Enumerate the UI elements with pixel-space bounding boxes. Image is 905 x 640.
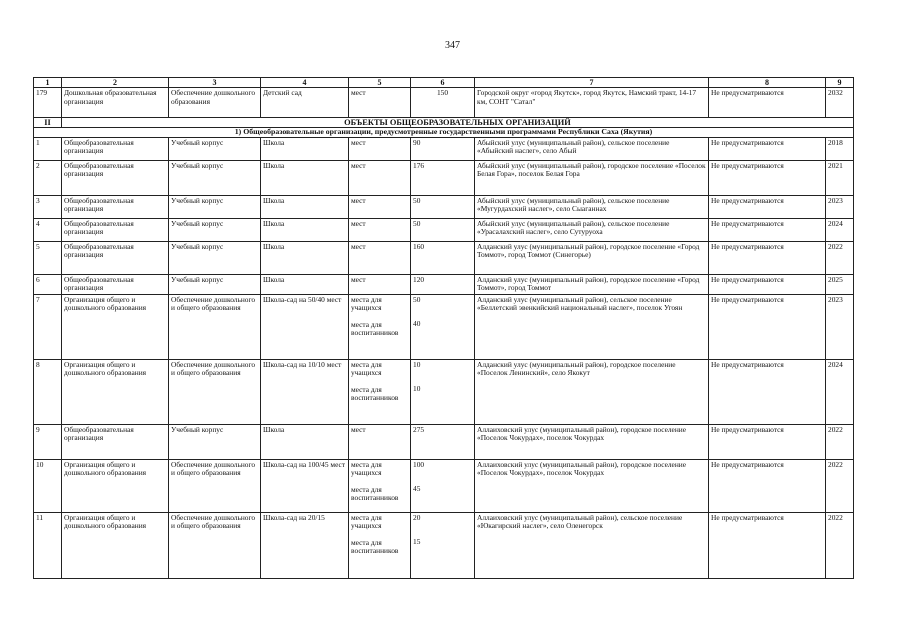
object-name: Школа bbox=[261, 241, 349, 274]
capacity-value-primary: 10 bbox=[413, 359, 421, 369]
capacity-unit: мест bbox=[349, 160, 411, 195]
capacity-unit-primary: места для учащихся bbox=[351, 512, 382, 531]
object-location: Алданский улус (муниципальный район), сельское поселение «Беллетский эвенкийский национальный наслег», поселок Угоян bbox=[475, 294, 709, 359]
object-location: Алданский улус (муниципальный район), городское поселение «Город Томмот», город Томмот bbox=[475, 274, 709, 294]
header-cell: 1 bbox=[34, 78, 62, 88]
object-location: Городской округ «город Якутск», город Якутск, Намский тракт, 14-17 км, СОНТ "Сатал" bbox=[475, 88, 709, 118]
target-year: 2021 bbox=[826, 160, 854, 195]
object-purpose: Учебный корпус bbox=[169, 218, 261, 241]
row-number: 10 bbox=[34, 459, 62, 512]
row-number: 11 bbox=[34, 512, 62, 578]
object-purpose: Обеспечение дошкольного и общего образования bbox=[169, 512, 261, 578]
capacity-value: 50 bbox=[411, 218, 475, 241]
target-year: 2023 bbox=[826, 294, 854, 359]
object-type: Дошкольная образовательная организация bbox=[62, 88, 169, 118]
capacity-unit: мест bbox=[349, 241, 411, 274]
object-name: Школа bbox=[261, 160, 349, 195]
table-row bbox=[34, 137, 854, 160]
section-title: ОБЪЕКТЫ ОБЩЕОБРАЗОВАТЕЛЬНЫХ ОРГАНИЗАЦИЙ bbox=[62, 118, 854, 128]
section-number: II bbox=[34, 118, 62, 128]
capacity-unit-secondary: места для воспитанников bbox=[351, 484, 399, 503]
table-row bbox=[34, 218, 854, 241]
object-location: Абыйский улус (муниципальный район), сельское поселение «Урасалахский наслег», село Сутуруоха bbox=[475, 218, 709, 241]
object-location: Абыйский улус (муниципальный район), сельское поселение «Абыйский наслег», село Абый bbox=[475, 137, 709, 160]
capacity-value-secondary: 10 bbox=[413, 384, 421, 394]
object-purpose: Учебный корпус bbox=[169, 274, 261, 294]
target-year: 2024 bbox=[826, 218, 854, 241]
header-cell: 7 bbox=[475, 78, 709, 88]
capacity-unit: мест bbox=[349, 88, 411, 118]
capacity-unit: мест bbox=[349, 195, 411, 218]
capacity-unit: мест bbox=[349, 137, 411, 160]
table-row bbox=[34, 274, 854, 294]
table-row bbox=[34, 294, 854, 359]
capacity-value: 275 bbox=[411, 424, 475, 459]
object-type: Организация общего и дошкольного образования bbox=[62, 459, 169, 512]
zone-type: Не предусматриваются bbox=[709, 459, 826, 512]
object-name: Школа-сад на 10/10 мест bbox=[261, 359, 349, 424]
object-name: Школа bbox=[261, 137, 349, 160]
object-name: Школа-сад на 100/45 мест bbox=[261, 459, 349, 512]
row-number: 2 bbox=[34, 160, 62, 195]
row-number: 9 bbox=[34, 424, 62, 459]
capacity-value-secondary: 45 bbox=[413, 484, 421, 494]
table-row bbox=[34, 160, 854, 195]
table-row bbox=[34, 424, 854, 459]
capacity-value-primary: 20 bbox=[413, 512, 421, 522]
object-purpose: Учебный корпус bbox=[169, 241, 261, 274]
capacity-value-secondary: 15 bbox=[413, 537, 421, 547]
object-location: Абыйский улус (муниципальный район), сельское поселение «Мугурдахский наслег», село Сыаганнах bbox=[475, 195, 709, 218]
object-purpose: Учебный корпус bbox=[169, 160, 261, 195]
zone-type: Не предусматриваются bbox=[709, 137, 826, 160]
header-cell: 2 bbox=[62, 78, 169, 88]
objects-table bbox=[33, 77, 854, 579]
capacity-value: 120 bbox=[411, 274, 475, 294]
capacity-value: 160 bbox=[411, 241, 475, 274]
object-location: Алданский улус (муниципальный район), городское поселение «Город Томмот», город Томмот (Синегорье) bbox=[475, 241, 709, 274]
table-row bbox=[34, 241, 854, 274]
zone-type: Не предусматриваются bbox=[709, 512, 826, 578]
object-type: Организация общего и дошкольного образования bbox=[62, 294, 169, 359]
table-row bbox=[34, 195, 854, 218]
header-cell: 6 bbox=[411, 78, 475, 88]
object-type: Общеобразовательная организация bbox=[62, 218, 169, 241]
object-name: Школа bbox=[261, 195, 349, 218]
object-name: Школа-сад на 20/15 bbox=[261, 512, 349, 578]
object-purpose: Обеспечение дошкольного образования bbox=[169, 88, 261, 118]
object-purpose: Учебный корпус bbox=[169, 424, 261, 459]
object-type: Общеобразовательная организация bbox=[62, 241, 169, 274]
row-number: 3 bbox=[34, 195, 62, 218]
object-type: Общеобразовательная организация bbox=[62, 424, 169, 459]
target-year: 2022 bbox=[826, 424, 854, 459]
object-name: Школа-сад на 50/40 мест bbox=[261, 294, 349, 359]
object-location: Аллаиховский улус (муниципальный район), городское поселение «Поселок Чокурдах», поселок Чокурдах bbox=[475, 459, 709, 512]
object-purpose: Обеспечение дошкольного и общего образования bbox=[169, 294, 261, 359]
row-number: 7 bbox=[34, 294, 62, 359]
object-location: Аллаиховский улус (муниципальный район), городское поселение «Поселок Чокурдах», поселок Чокурдах bbox=[475, 424, 709, 459]
target-year: 2022 bbox=[826, 459, 854, 512]
capacity-unit bbox=[349, 512, 411, 578]
object-purpose: Учебный корпус bbox=[169, 195, 261, 218]
target-year: 2018 bbox=[826, 137, 854, 160]
object-type: Организация общего и дошкольного образования bbox=[62, 512, 169, 578]
zone-type: Не предусматриваются bbox=[709, 241, 826, 274]
object-name: Детский сад bbox=[261, 88, 349, 118]
object-purpose: Учебный корпус bbox=[169, 137, 261, 160]
capacity-unit-secondary: места для воспитанников bbox=[351, 319, 399, 338]
zone-type: Не предусматриваются bbox=[709, 88, 826, 118]
capacity-value: 176 bbox=[411, 160, 475, 195]
row-number: 179 bbox=[34, 88, 62, 118]
section-header bbox=[34, 118, 854, 128]
zone-type: Не предусматриваются bbox=[709, 195, 826, 218]
zone-type: Не предусматриваются bbox=[709, 424, 826, 459]
table-row bbox=[34, 459, 854, 512]
subsection-title: 1) Общеобразовательные организации, предусмотренные государственными программами Республики Саха (Якутия) bbox=[34, 128, 854, 138]
header-cell: 5 bbox=[349, 78, 411, 88]
object-type: Организация общего и дошкольного образования bbox=[62, 359, 169, 424]
header-cell: 4 bbox=[261, 78, 349, 88]
target-year: 2025 bbox=[826, 274, 854, 294]
header-cell: 8 bbox=[709, 78, 826, 88]
table-row bbox=[34, 359, 854, 424]
column-number-header bbox=[34, 78, 854, 88]
capacity-unit-primary: места для учащихся bbox=[351, 294, 382, 313]
object-type: Общеобразовательная организация bbox=[62, 274, 169, 294]
capacity-unit-primary: места для учащихся bbox=[351, 359, 382, 378]
object-purpose: Обеспечение дошкольного и общего образования bbox=[169, 459, 261, 512]
table-row bbox=[34, 512, 854, 578]
target-year: 2022 bbox=[826, 512, 854, 578]
zone-type: Не предусматриваются bbox=[709, 218, 826, 241]
capacity-unit bbox=[349, 359, 411, 424]
header-cell: 9 bbox=[826, 78, 854, 88]
capacity-unit-secondary: места для воспитанников bbox=[351, 537, 399, 556]
capacity-unit-primary: места для учащихся bbox=[351, 459, 382, 478]
target-year: 2023 bbox=[826, 195, 854, 218]
target-year: 2024 bbox=[826, 359, 854, 424]
object-location: Аллаиховский улус (муниципальный район), сельское поселение «Юкагирский наслег», село Оленегорск bbox=[475, 512, 709, 578]
capacity-value-primary: 100 bbox=[413, 459, 425, 469]
capacity-value bbox=[411, 359, 475, 424]
object-name: Школа bbox=[261, 424, 349, 459]
object-type: Общеобразовательная организация bbox=[62, 195, 169, 218]
capacity-unit bbox=[349, 459, 411, 512]
zone-type: Не предусматриваются bbox=[709, 160, 826, 195]
capacity-value: 90 bbox=[411, 137, 475, 160]
capacity-unit: мест bbox=[349, 274, 411, 294]
table-row bbox=[34, 88, 854, 118]
target-year: 2032 bbox=[826, 88, 854, 118]
capacity-unit: мест bbox=[349, 424, 411, 459]
header-cell: 3 bbox=[169, 78, 261, 88]
object-type: Общеобразовательная организация bbox=[62, 137, 169, 160]
subsection-header bbox=[34, 128, 854, 138]
capacity-unit-secondary: места для воспитанников bbox=[351, 384, 399, 403]
object-name: Школа bbox=[261, 218, 349, 241]
capacity-value bbox=[411, 459, 475, 512]
object-type: Общеобразовательная организация bbox=[62, 160, 169, 195]
target-year: 2022 bbox=[826, 241, 854, 274]
capacity-value bbox=[411, 512, 475, 578]
row-number: 5 bbox=[34, 241, 62, 274]
capacity-unit: мест bbox=[349, 218, 411, 241]
object-location: Абыйский улус (муниципальный район), городское поселение «Поселок Белая Гора», поселок Белая Гора bbox=[475, 160, 709, 195]
object-name: Школа bbox=[261, 274, 349, 294]
object-location: Алданский улус (муниципальный район), городское поселение «Поселок Ленинский», село Якокут bbox=[475, 359, 709, 424]
row-number: 4 bbox=[34, 218, 62, 241]
row-number: 6 bbox=[34, 274, 62, 294]
object-purpose: Обеспечение дошкольного и общего образования bbox=[169, 359, 261, 424]
zone-type: Не предусматриваются bbox=[709, 274, 826, 294]
capacity-value: 150 bbox=[411, 88, 475, 118]
capacity-value bbox=[411, 294, 475, 359]
capacity-value-secondary: 40 bbox=[413, 319, 421, 329]
page-number: 347 bbox=[445, 40, 460, 51]
row-number: 8 bbox=[34, 359, 62, 424]
capacity-value: 50 bbox=[411, 195, 475, 218]
capacity-unit bbox=[349, 294, 411, 359]
zone-type: Не предусматриваются bbox=[709, 359, 826, 424]
row-number: 1 bbox=[34, 137, 62, 160]
capacity-value-primary: 50 bbox=[413, 294, 421, 304]
zone-type: Не предусматриваются bbox=[709, 294, 826, 359]
